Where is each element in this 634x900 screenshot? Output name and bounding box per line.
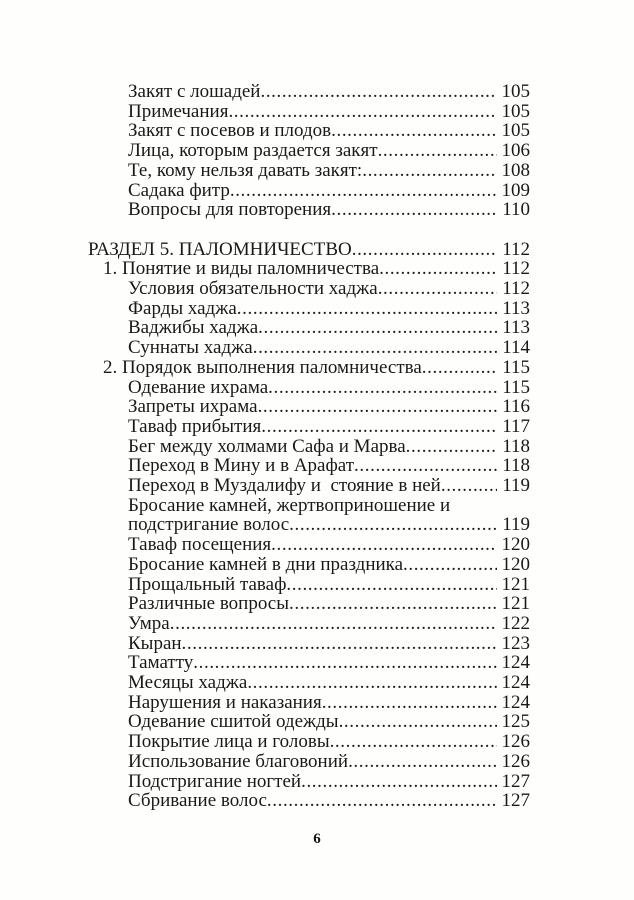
dot-leader bbox=[228, 102, 496, 122]
toc-entry-label: РАЗДЕЛ 5. ПАЛОМНИЧЕСТВО bbox=[88, 238, 352, 260]
toc-entry-page-number: 105 bbox=[501, 120, 530, 142]
dot-leader bbox=[268, 378, 497, 398]
toc-entry bbox=[128, 673, 530, 693]
dot-leader bbox=[258, 318, 497, 338]
dot-leader bbox=[247, 673, 496, 693]
toc-entry-page-number: 118 bbox=[502, 435, 530, 457]
toc-entry bbox=[128, 141, 530, 161]
page-number-footer: 6 bbox=[313, 831, 321, 847]
dot-leader bbox=[286, 575, 496, 595]
toc-entry-label: Использование благовоний bbox=[128, 750, 349, 772]
toc-entry bbox=[128, 476, 530, 496]
toc-entry-label: 2. Порядок выполнения паломничества bbox=[103, 356, 422, 378]
toc-entry-page-number: 115 bbox=[502, 376, 530, 398]
toc-entry-label: Лица, которым раздается закят bbox=[128, 140, 378, 162]
toc-entry-page-number: 115 bbox=[502, 356, 530, 378]
toc-entry-label: Садака фитр bbox=[128, 179, 230, 201]
toc-entry bbox=[128, 653, 530, 673]
dot-leader bbox=[271, 535, 496, 555]
dot-leader bbox=[289, 515, 497, 535]
toc-entry bbox=[128, 515, 530, 535]
toc-entry-label: Кыран bbox=[128, 632, 182, 654]
toc-entry bbox=[128, 82, 530, 102]
toc-entry bbox=[128, 397, 530, 417]
toc-entry-page-number: 124 bbox=[501, 652, 530, 674]
toc-entry-label: Те, кому нельзя давать закят: bbox=[128, 159, 363, 181]
toc-entry bbox=[128, 456, 530, 476]
toc-entry-label: Таматту bbox=[128, 652, 194, 674]
toc-entry-label: Ваджибы хаджа bbox=[128, 317, 259, 339]
toc-entry-page-number: 122 bbox=[501, 612, 530, 634]
toc-entry bbox=[128, 712, 530, 732]
toc-entry-page-number: 117 bbox=[502, 415, 530, 437]
toc-entry-page-number: 113 bbox=[502, 317, 530, 339]
toc-entry bbox=[128, 791, 530, 811]
dot-leader bbox=[362, 161, 496, 181]
dot-leader bbox=[354, 456, 497, 476]
toc-entry-label: Суннаты хаджа bbox=[128, 337, 253, 359]
toc-entry bbox=[103, 259, 530, 279]
dot-leader bbox=[170, 614, 497, 634]
toc-entry-page-number: 109 bbox=[501, 179, 530, 201]
dot-leader bbox=[331, 121, 496, 141]
dot-leader bbox=[193, 653, 496, 673]
dot-leader bbox=[441, 476, 497, 496]
toc-entry-label: Умра bbox=[128, 612, 170, 634]
toc-entry-label: Запреты ихрама bbox=[128, 396, 258, 418]
toc-entry-page-number: 112 bbox=[502, 238, 530, 260]
toc-entry bbox=[128, 279, 530, 299]
toc-entry-page-number: 113 bbox=[502, 297, 530, 319]
dot-leader bbox=[253, 338, 497, 358]
toc-entry-label: Нарушения и наказания bbox=[128, 691, 322, 713]
toc-entry bbox=[128, 200, 530, 220]
toc-entry-page-number: 112 bbox=[502, 278, 530, 300]
dot-leader bbox=[403, 555, 496, 575]
toc-entry-page-number: 125 bbox=[501, 711, 530, 733]
toc-entry bbox=[103, 358, 530, 378]
dot-leader bbox=[267, 791, 497, 811]
toc-entry-page-number: 119 bbox=[502, 514, 530, 536]
dot-leader bbox=[258, 397, 498, 417]
dot-leader bbox=[260, 82, 496, 102]
toc-entry-page-number: 118 bbox=[502, 455, 530, 477]
toc-entry bbox=[128, 161, 530, 181]
toc-entry bbox=[128, 634, 530, 654]
toc-entry-label: Прощальный таваф bbox=[128, 573, 287, 595]
dot-leader bbox=[422, 358, 497, 378]
dot-leader bbox=[339, 712, 497, 732]
toc-entry-label: Бросание камней, жертвоприношение и bbox=[128, 494, 451, 516]
toc-entry-label: Таваф прибытия bbox=[128, 415, 262, 437]
toc-entry-label: Вопросы для повторения bbox=[128, 199, 332, 221]
toc-entry-page-number: 106 bbox=[501, 140, 530, 162]
toc-entry-page-number: 126 bbox=[501, 750, 530, 772]
toc-entry-page-number: 119 bbox=[502, 475, 530, 497]
toc-entry-label: Переход в Муздалифу и стояние в ней bbox=[128, 475, 441, 497]
toc-entry-page-number: 121 bbox=[501, 593, 530, 615]
toc-entry bbox=[128, 772, 530, 792]
toc-entry bbox=[128, 338, 530, 358]
toc-entry bbox=[128, 437, 530, 457]
dot-leader bbox=[379, 259, 497, 279]
toc-entry-page-number: 112 bbox=[502, 258, 530, 280]
toc-entry-label: 1. Понятие и виды паломничества bbox=[103, 258, 380, 280]
dot-leader bbox=[331, 200, 497, 220]
toc-entry bbox=[128, 575, 530, 595]
toc-entry bbox=[128, 318, 530, 338]
dot-leader bbox=[182, 634, 497, 654]
toc-entry-page-number: 105 bbox=[501, 81, 530, 102]
toc-entry bbox=[128, 102, 530, 122]
toc-entry bbox=[128, 181, 530, 201]
toc-entry bbox=[128, 535, 530, 555]
dot-leader bbox=[261, 417, 497, 437]
toc-entry bbox=[128, 378, 530, 398]
toc-entry-label: Бросание камней в дни праздника bbox=[128, 553, 404, 575]
toc-entry-page-number: 124 bbox=[501, 691, 530, 713]
toc-entry-label: Подстригание ногтей bbox=[128, 770, 302, 792]
toc-entry-page-number: 110 bbox=[502, 199, 530, 221]
toc-entry-label: Одевание сшитой одежды bbox=[128, 711, 339, 733]
toc-entry-label: Покрытие лица и головы bbox=[128, 731, 330, 753]
toc-entry bbox=[128, 732, 530, 752]
toc-entry-label: Закят с посевов и плодов bbox=[128, 120, 332, 142]
toc-entry bbox=[128, 121, 530, 141]
toc-entry bbox=[88, 240, 530, 260]
toc-entry-page-number: 124 bbox=[501, 672, 530, 694]
dot-leader bbox=[330, 732, 497, 752]
toc-entry bbox=[128, 594, 530, 614]
dot-leader bbox=[237, 299, 497, 319]
toc-entry bbox=[128, 496, 530, 516]
toc-group bbox=[0, 82, 530, 220]
toc-entry-page-number: 127 bbox=[501, 790, 530, 812]
toc-entry-label: Бег между холмами Сафа и Марва bbox=[128, 435, 406, 457]
toc-entry-page-number: 120 bbox=[501, 534, 530, 556]
toc-entry bbox=[128, 299, 530, 319]
dot-leader bbox=[289, 594, 496, 614]
dot-leader bbox=[301, 772, 496, 792]
toc-entry-label: Различные вопросы bbox=[128, 593, 290, 615]
toc-entry-label: Условия обязательности хаджа bbox=[128, 278, 378, 300]
dot-leader bbox=[378, 279, 498, 299]
dot-leader bbox=[378, 141, 497, 161]
toc-entry-label: Одевание ихрама bbox=[128, 376, 269, 398]
toc-entry-page-number: 105 bbox=[501, 100, 530, 122]
toc-entry-page-number: 114 bbox=[502, 337, 530, 359]
toc-group bbox=[0, 240, 530, 811]
toc-entry bbox=[128, 752, 530, 772]
toc-entry-page-number: 127 bbox=[501, 770, 530, 792]
dot-leader bbox=[406, 437, 498, 457]
dot-leader bbox=[230, 181, 497, 201]
dot-leader bbox=[352, 240, 497, 260]
toc-entry-label: Сбривание волос bbox=[128, 790, 267, 812]
toc-entry-label: Примечания bbox=[128, 100, 229, 122]
toc-entry-label: Фарды хаджа bbox=[128, 297, 237, 319]
toc-entry-page-number: 120 bbox=[501, 553, 530, 575]
toc-entry-page-number: 121 bbox=[501, 573, 530, 595]
toc-entry-page-number: 108 bbox=[501, 159, 530, 181]
dot-leader bbox=[348, 752, 496, 772]
toc-entry-page-number: 123 bbox=[501, 632, 530, 654]
toc-entry bbox=[128, 614, 530, 634]
toc-entry-label: Переход в Мину и в Арафат bbox=[128, 455, 355, 477]
dot-leader bbox=[322, 693, 497, 713]
toc-entry-label: подстригание волос bbox=[128, 514, 290, 536]
toc-entry-label: Таваф посещения bbox=[128, 534, 272, 556]
toc-entry-page-number: 116 bbox=[502, 396, 530, 418]
toc-entry bbox=[128, 417, 530, 437]
toc-entry-label: Закят с лошадей bbox=[128, 81, 261, 102]
toc-entry bbox=[128, 555, 530, 575]
toc-entry bbox=[128, 693, 530, 713]
toc-entry-label: Месяцы хаджа bbox=[128, 672, 248, 694]
table-of-contents bbox=[0, 82, 530, 811]
toc-entry-page-number: 126 bbox=[501, 731, 530, 753]
